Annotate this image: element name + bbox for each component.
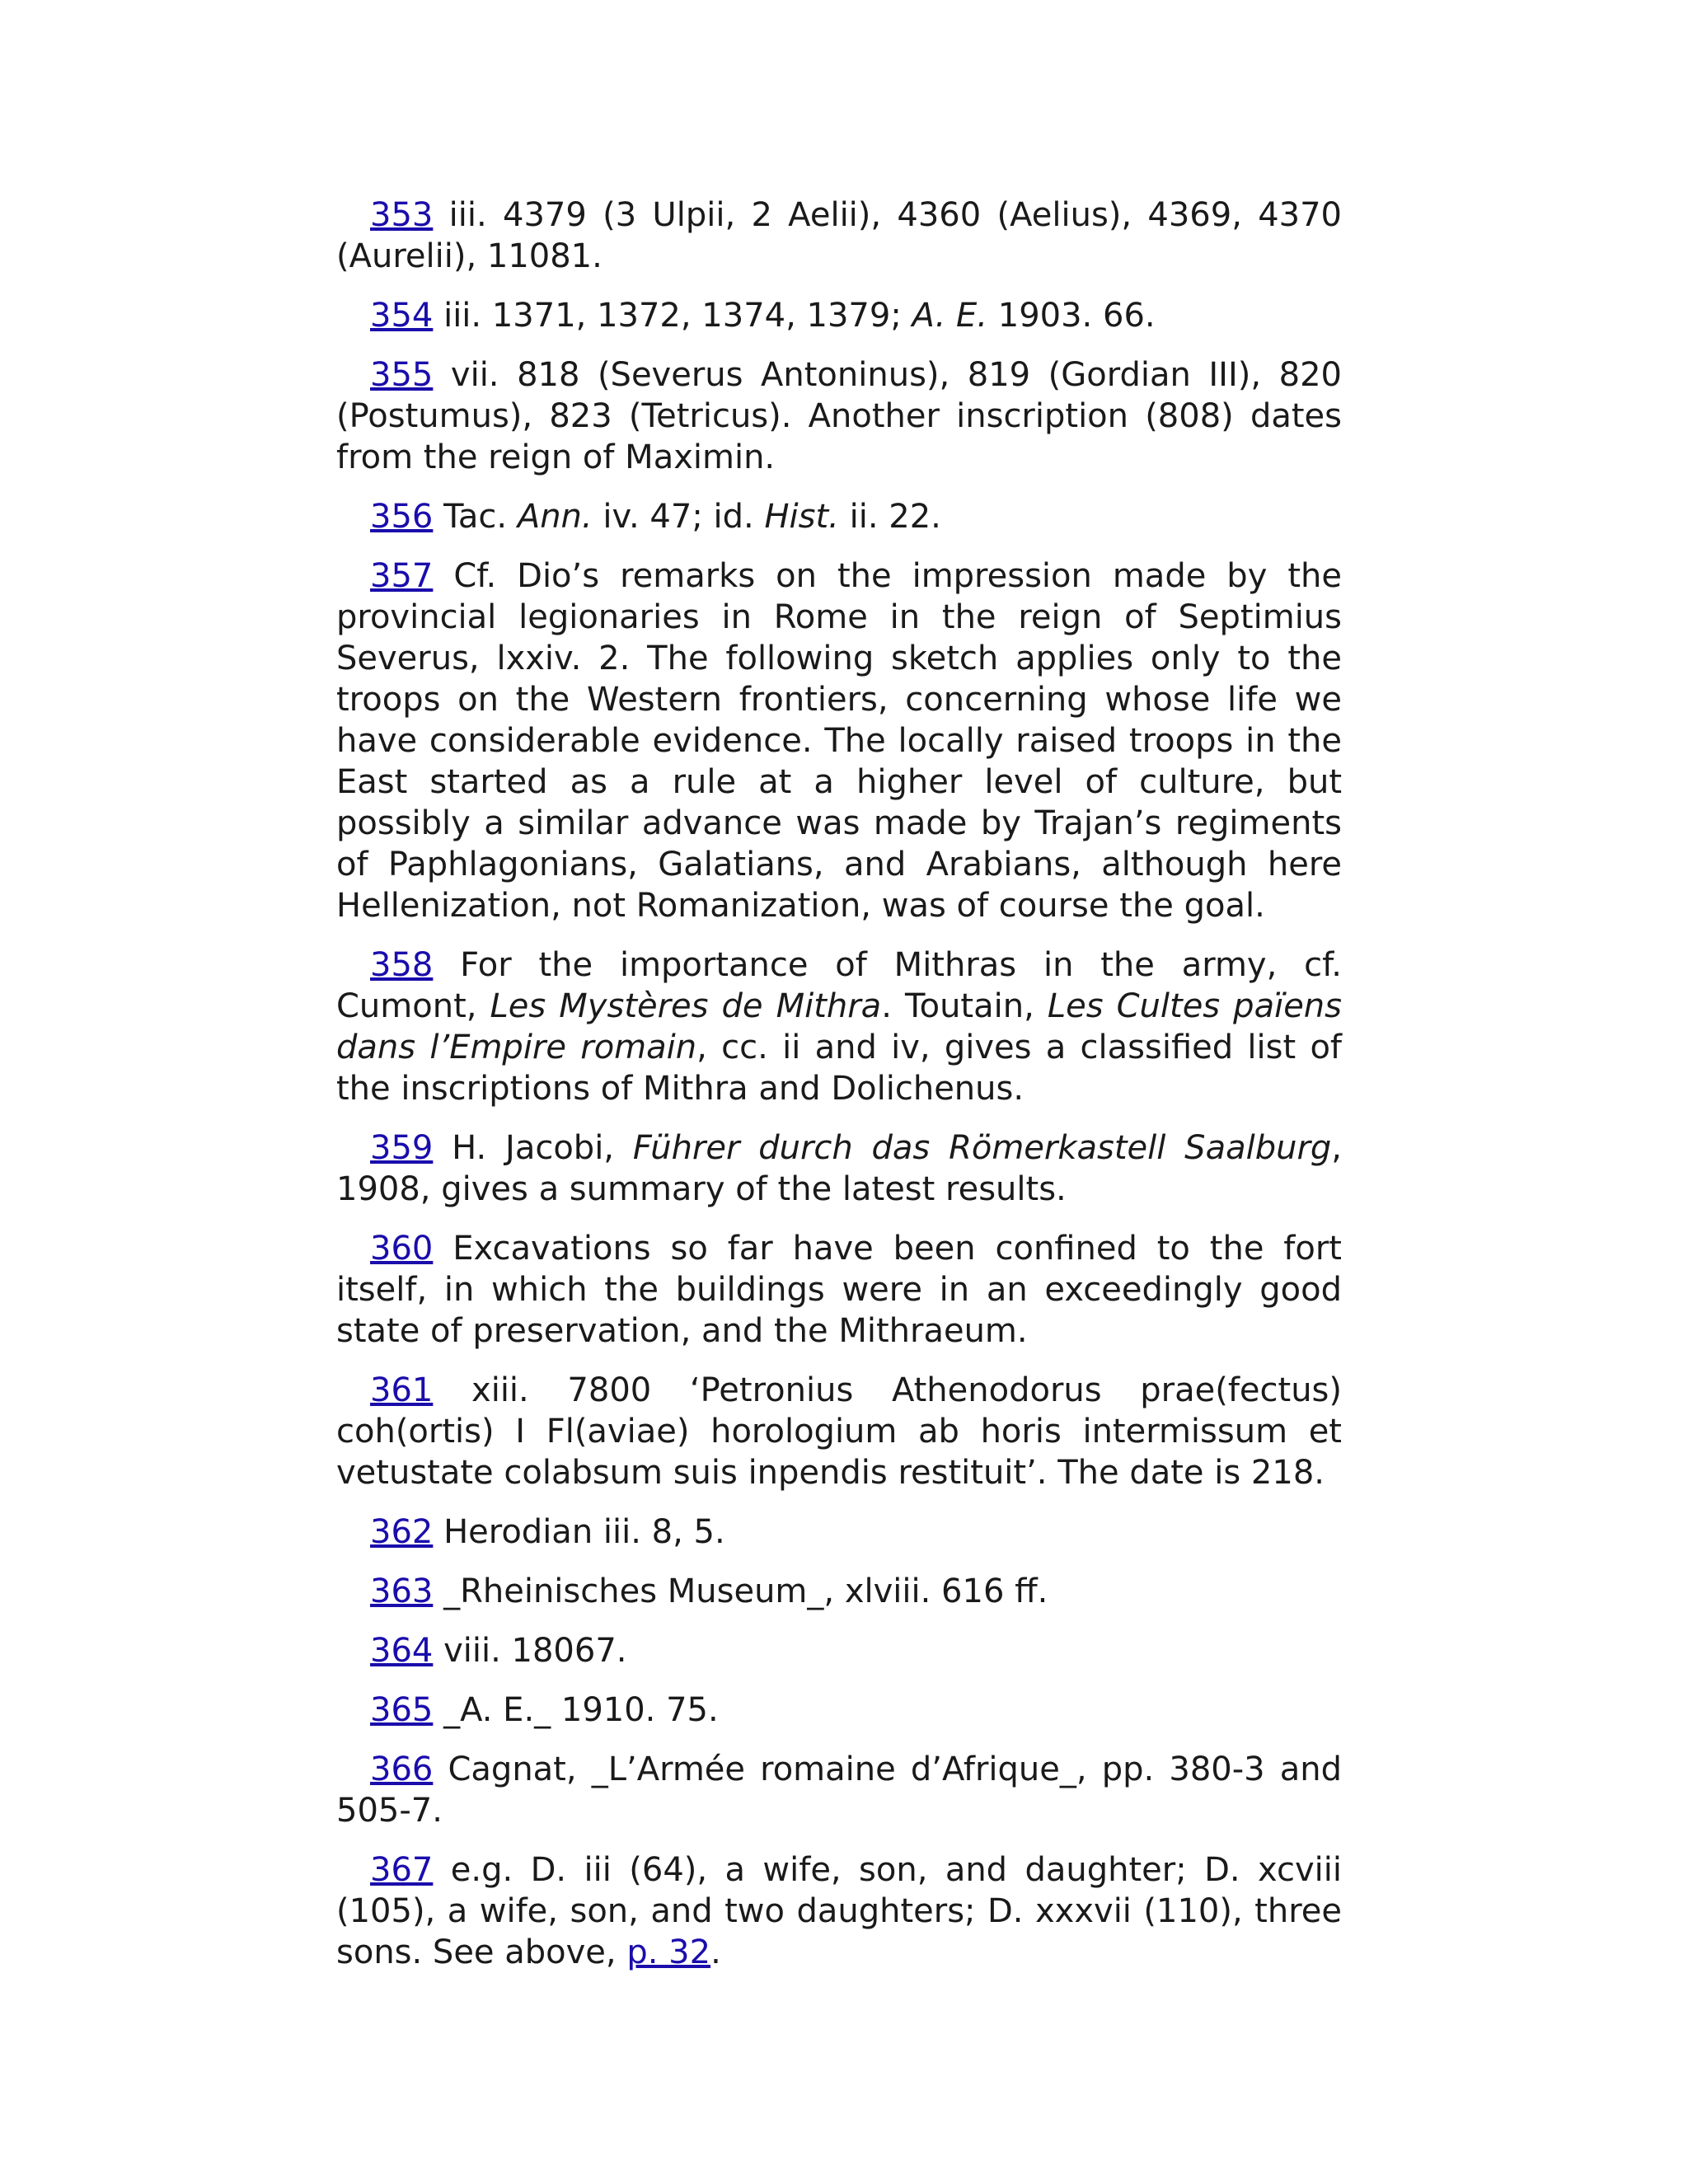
italic-title: Führer durch das Römerkastell Saalburg [632,1129,1332,1167]
footnote-text: Herodian iii. 8, 5. [433,1513,725,1551]
italic-title: Les Mystères de Mithra [490,987,882,1025]
footnote-number-link[interactable]: 366 [370,1750,434,1788]
footnote-number-link[interactable]: 362 [370,1513,434,1551]
footnote-text: H. Jacobi, [433,1129,633,1167]
italic-title: Ann. [517,498,593,536]
footnote-355 [336,354,1342,478]
italic-title: Hist. [764,498,839,536]
footnote-353 [336,194,1342,277]
footnote-361 [336,1370,1342,1493]
footnote-number-link[interactable]: 364 [370,1632,434,1670]
footnote-360 [336,1228,1342,1352]
footnote-358 [336,944,1342,1109]
footnote-text: Excavations so far have been confined to the fort itself, in which the buildings were in an exceedingly good state of preservation, and the Mithraeum. [336,1230,1342,1350]
footnote-text: Tac. [433,498,518,536]
footnote-text: iv. 47; id. [592,498,765,536]
footnote-text: Cf. Dio’s remarks on the impression made by the provincial legionaries in Rome in the reign of Septimius Severus, lxxiv. 2. The following sketch applies only to the troops on the Western frontiers, concerning whose life we have considerable evidence. The locally raised troops in the East started as a rule at a higher level of culture, but possibly a similar advance was made by Trajan’s regiments of Paphlagonians, Galatians, and Arabians, although here Hellenization, not Romanization, was of course the goal. [336,557,1342,925]
footnote-number-link[interactable]: 365 [370,1691,434,1729]
footnote-text: e.g. D. iii (64), a wife, son, and daughter; D. xcviii (105), a wife, son, and two daughters; D. xxxvii (110), three sons. See above, [336,1851,1342,1971]
footnote-363 [336,1571,1342,1612]
footnote-number-link[interactable]: 353 [370,196,434,234]
footnotes-page [336,194,1342,1991]
footnote-357 [336,555,1342,926]
footnote-number-link[interactable]: 367 [370,1851,434,1889]
footnote-text: iii. 1371, 1372, 1374, 1379; [433,297,912,335]
footnote-text: , 1908, gives a summary of the latest results. [336,1129,1342,1208]
footnote-number-link[interactable]: 357 [370,557,434,595]
footnote-number-link[interactable]: 354 [370,297,434,335]
footnote-number-link[interactable]: 363 [370,1572,434,1610]
footnote-text: _Rheinisches Museum_, xlviii. 616 ff. [433,1572,1048,1610]
footnote-367 [336,1849,1342,1973]
italic-title: Les Cultes païens dans l’Empire romain [336,987,1342,1066]
footnote-text: 1903. 66. [987,297,1156,335]
footnote-number-link[interactable]: 358 [370,946,434,984]
footnote-356 [336,496,1342,537]
footnote-number-link[interactable]: 361 [370,1371,434,1409]
footnote-number-link[interactable]: 355 [370,356,434,394]
footnote-366 [336,1749,1342,1831]
footnote-number-link[interactable]: 356 [370,498,434,536]
footnote-number-link[interactable]: 360 [370,1230,434,1268]
footnote-list [336,194,1342,1973]
footnote-text: . Toutain, [881,987,1048,1025]
footnote-text: ii. 22. [838,498,941,536]
footnote-text: xiii. 7800 ‘Petronius Athenodorus prae(fectus) coh(ortis) I Fl(aviae) horologium ab horis intermissum et vetustate colabsum suis inpendis restituit’. The date is 218. [336,1371,1342,1492]
footnote-text: vii. 818 (Severus Antoninus), 819 (Gordian III), 820 (Postumus), 823 (Tetricus). Another inscription (808) dates from the reign of Maximin. [336,356,1342,476]
footnote-362 [336,1511,1342,1553]
footnote-text: Cagnat, _L’Armée romaine d’Afrique_, pp. 380-3 and 505-7. [336,1750,1342,1830]
footnote-text: _A. E._ 1910. 75. [433,1691,719,1729]
italic-title: A. E. [912,297,988,335]
footnote-text: . [710,1933,721,1971]
footnote-359 [336,1127,1342,1210]
footnote-number-link[interactable]: 359 [370,1129,434,1167]
footnote-text: iii. 4379 (3 Ulpii, 2 Aelii), 4360 (Aelius), 4369, 4370 (Aurelii), 11081. [336,196,1342,275]
footnote-text: For the importance of Mithras in the army, cf. Cumont, [336,946,1342,1025]
page-reference-link[interactable]: p. 32 [626,1933,711,1971]
footnote-364 [336,1630,1342,1671]
footnote-text: viii. 18067. [433,1632,627,1670]
footnote-354 [336,295,1342,336]
footnote-text: , cc. ii and iv, gives a classified list of the inscriptions of Mithra and Dolichenus. [336,1029,1342,1108]
footnote-365 [336,1690,1342,1731]
